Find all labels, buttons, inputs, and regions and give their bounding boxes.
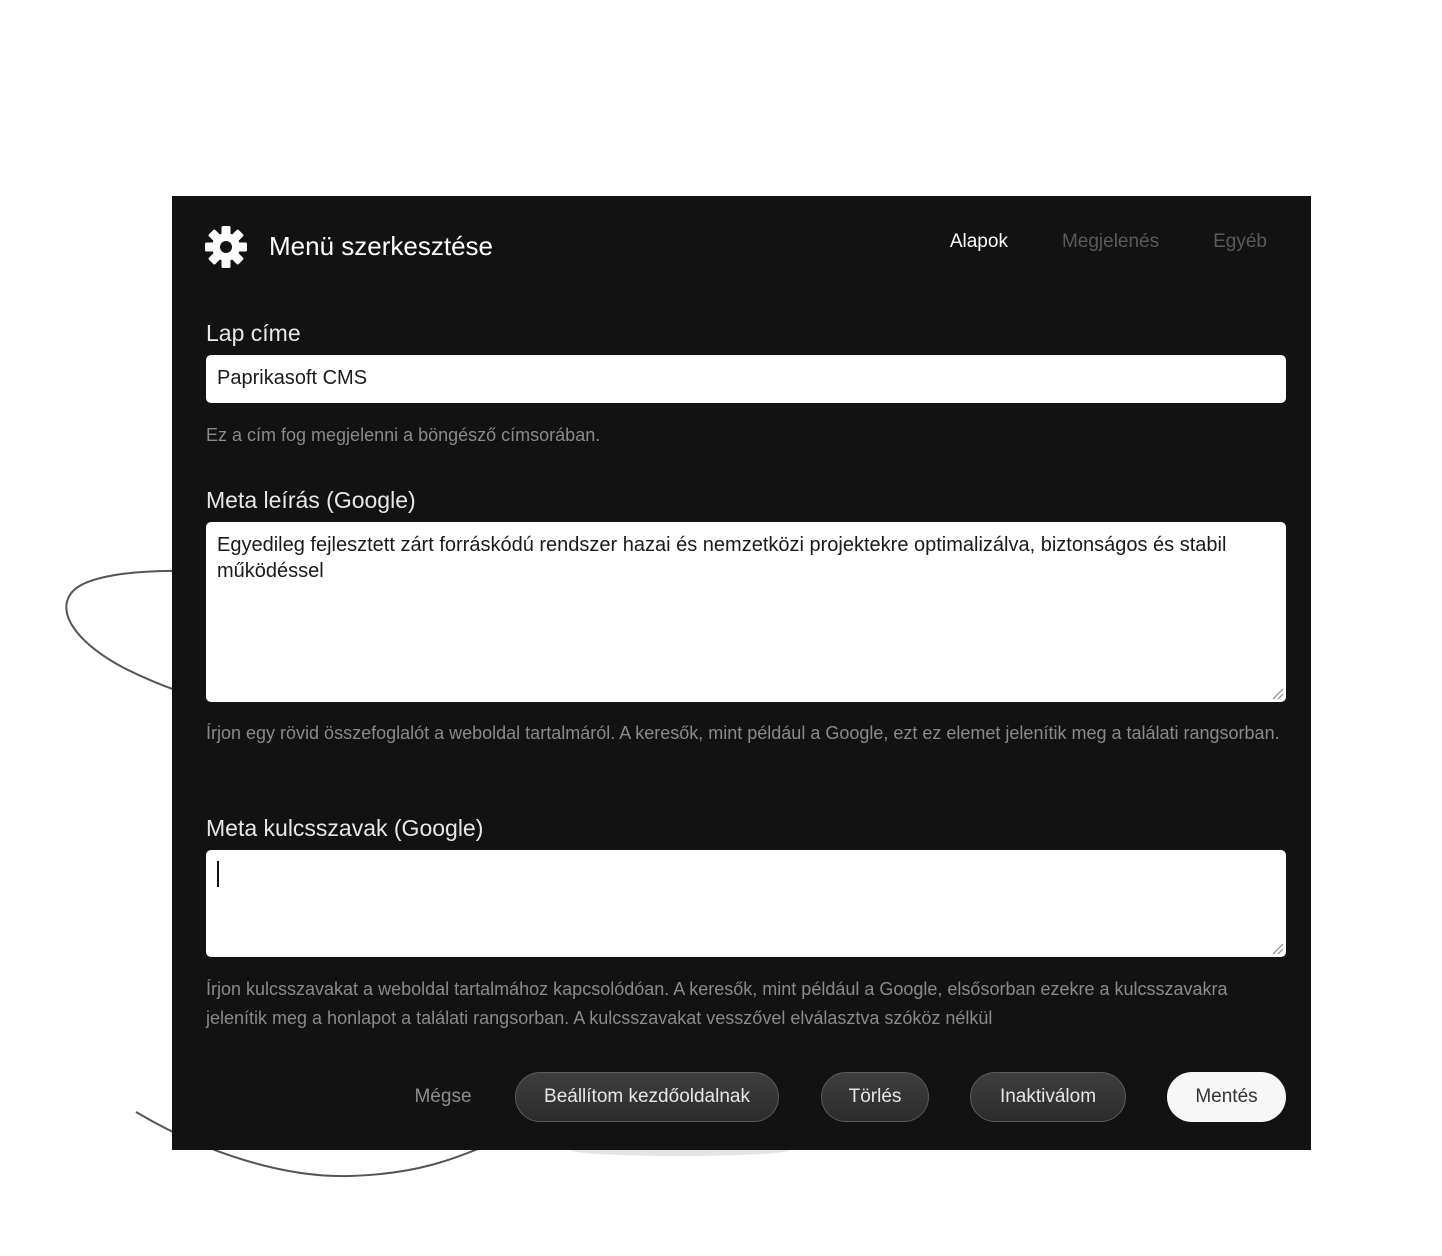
set-home-button[interactable]: Beállítom kezdőoldalnak (515, 1072, 779, 1122)
modal-footer (172, 1072, 1311, 1124)
page-title-help: Ez a cím fog megjelenni a böngésző címsorában. (206, 425, 601, 445)
text-caret (217, 861, 219, 887)
edit-menu-modal (172, 196, 1311, 1150)
gear-icon (204, 225, 248, 269)
meta-keywords-textarea[interactable] (206, 850, 1286, 957)
meta-keywords-label: Meta kulcsszavak (Google) (206, 815, 484, 841)
meta-description-textarea[interactable] (206, 522, 1286, 702)
meta-keywords-help: Írjon kulcsszavakat a weboldal tartalmához kapcsolódóan. A keresők, mint például a Google, elsősorban ezekre a kulcsszavakra jelenítik meg a honlapot a találati rangsorban. A kulcsszavakat vesszővel elválasztva szóköz nélkül (206, 979, 1228, 1028)
modal-header (172, 196, 1311, 296)
meta-description-help: Írjon egy rövid összefoglalót a weboldal tartalmáról. A keresők, mint például a Google, ezt ez elemet jelenítik meg a találati rangsorban. (206, 723, 1280, 743)
meta-description-label: Meta leírás (Google) (206, 487, 416, 513)
delete-button[interactable]: Törlés (821, 1072, 929, 1122)
modal-title: Menü szerkesztése (269, 231, 493, 261)
resize-handle-icon[interactable] (1272, 688, 1284, 700)
deactivate-button[interactable]: Inaktiválom (970, 1072, 1126, 1122)
page-title-input[interactable] (206, 355, 1286, 403)
resize-handle-icon[interactable] (1272, 943, 1284, 955)
tab-alapok[interactable]: Alapok (949, 231, 1008, 252)
tab-egyeb[interactable]: Egyéb (1213, 231, 1267, 252)
tab-megjelenes[interactable]: Megjelenés (1061, 231, 1160, 252)
tab-bar (896, 229, 1267, 255)
meta-description-value: Egyedileg fejlesztett zárt forráskódú rendszer hazai és nemzetközi projektekre optimalizálva, biztonságos és stabil működéssel (217, 534, 1227, 582)
page-title-label: Lap címe (206, 320, 301, 346)
page-title-value: Paprikasoft CMS (217, 367, 368, 389)
cancel-button[interactable]: Mégse (414, 1086, 472, 1107)
save-button[interactable]: Mentés (1167, 1072, 1286, 1122)
